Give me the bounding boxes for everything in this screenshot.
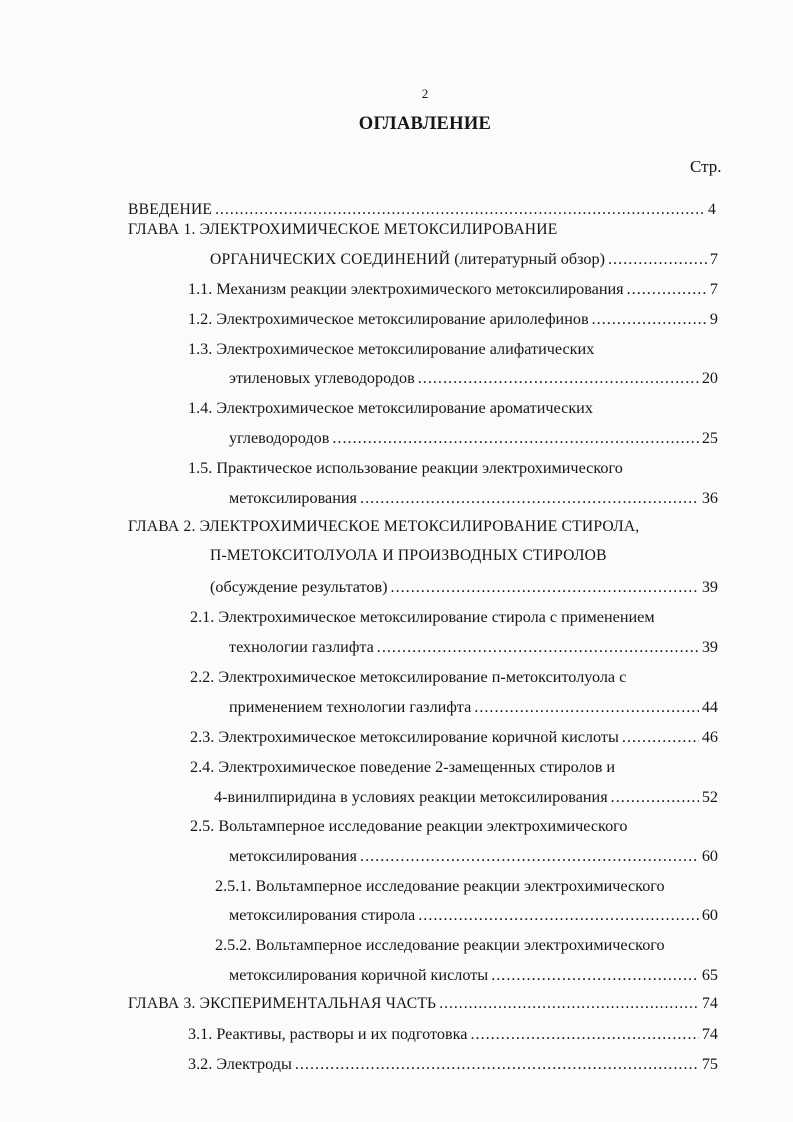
toc-entry-2-1-line-1: [190, 607, 655, 627]
toc-entry-text: этиленовых углеводородов: [229, 369, 415, 387]
toc-entry-3-1: [188, 1024, 718, 1044]
toc-leader-dots: [592, 309, 707, 329]
toc-leader-dots: [391, 577, 699, 597]
toc-entry-text: П-МЕТОКСИТОЛУОЛА И ПРОИЗВОДНЫХ СТИРОЛОВ: [210, 547, 607, 564]
toc-chapter-2-line-1: [128, 517, 639, 537]
toc-entry-text: 4-винилпиридина в условиях реакции метоксилирования: [214, 788, 608, 806]
toc-leader-dots: [622, 727, 699, 747]
toc-entry-2-4-line-1: [190, 757, 615, 777]
toc-entry-text: применением технологии газлифта: [229, 698, 472, 716]
toc-entry-page: 39: [701, 578, 718, 596]
toc-leader-dots: [418, 368, 699, 388]
toc-entry-text: 1.4. Электрохимическое метоксилирование ароматических: [188, 399, 593, 417]
toc-entry-introduction: [128, 200, 716, 220]
toc-entry-2-5-1-line-1: [215, 876, 665, 896]
toc-leader-dots: [360, 488, 699, 508]
toc-entry-page: 75: [701, 1055, 718, 1073]
page-title: ОГЛАВЛЕНИЕ: [358, 114, 492, 134]
toc-entry-2-5-1-line-2: [229, 905, 718, 925]
toc-entry-text: 2.5.2. Вольтамперное исследование реакции электрохимического: [215, 936, 665, 954]
toc-entry-2-3: [190, 727, 718, 747]
toc-entry-text: метоксилирования: [229, 847, 358, 865]
toc-entry-page: 7: [709, 250, 718, 268]
toc-entry-2-2-line-2: [229, 697, 718, 717]
toc-entry-text: 3.1. Реактивы, растворы и их подготовка: [188, 1025, 468, 1043]
toc-entry-text: 2.5. Вольтамперное исследование реакции электрохимического: [190, 817, 628, 835]
toc-leader-dots: [611, 787, 699, 807]
toc-entry-page: 9: [709, 310, 718, 328]
toc-entry-page: 52: [701, 788, 718, 806]
toc-entry-2-2-line-1: [190, 667, 626, 687]
toc-leader-dots: [295, 1054, 699, 1074]
toc-entry-2-5-line-1: [190, 816, 628, 836]
toc-entry-1-3-line-2: [229, 368, 718, 388]
toc-entry-page: 20: [701, 369, 718, 387]
toc-leader-dots: [470, 1024, 698, 1044]
toc-entry-text: 2.2. Электрохимическое метоксилирование п-метокситолуола с: [190, 668, 627, 686]
toc-entry-page: 60: [701, 906, 718, 924]
page-column-label: Стр.: [690, 157, 722, 176]
toc-leader-dots: [332, 428, 698, 448]
page-number: 2: [421, 86, 429, 101]
toc-entry-1-4-line-1: [188, 398, 593, 418]
toc-entry-text: 2.4. Электрохимическое поведение 2-замещенных стиролов и: [190, 758, 616, 776]
toc-chapter-2-line-3: [210, 577, 718, 597]
toc-entry-page: 65: [701, 966, 718, 984]
toc-entry-2-5-2-line-2: [229, 965, 718, 985]
toc-entry-2-5-2-line-1: [215, 935, 665, 955]
toc-entry-text: углеводородов: [229, 429, 330, 447]
toc-entry-page: 4: [708, 201, 716, 218]
toc-entry-text: метоксилирования коричной кислоты: [229, 966, 489, 984]
toc-leader-dots: [491, 965, 699, 985]
toc-entry-page: 60: [701, 847, 718, 865]
toc-leader-dots: [377, 637, 699, 657]
toc-entry-2-1-line-2: [229, 637, 718, 657]
toc-entry-1-4-line-2: [229, 428, 718, 448]
toc-entry-text: ВВЕДЕНИЕ: [128, 201, 213, 218]
toc-entry-text: технологии газлифта: [229, 638, 374, 656]
toc-entry-text: 1.3. Электрохимическое метоксилирование алифатических: [188, 340, 595, 358]
toc-entry-text: ОРГАНИЧЕСКИХ СОЕДИНЕНИЙ (литературный обзор): [210, 250, 605, 268]
toc-leader-dots: [418, 905, 699, 925]
toc-entry-text: метоксилирования стирола: [229, 906, 416, 924]
toc-entry-text: 2.1. Электрохимическое метоксилирование стирола с применением: [190, 608, 655, 626]
toc-entry-3-2: [188, 1054, 718, 1074]
toc-entry-1-1: [188, 279, 718, 299]
toc-entry-2-5-line-2: [229, 846, 718, 866]
toc-entry-text: 2.5.1. Вольтамперное исследование реакции электрохимического: [215, 877, 665, 895]
toc-entry-1-5-line-1: [188, 458, 623, 478]
toc-leader-dots: [360, 846, 699, 866]
toc-entry-1-5-line-2: [229, 488, 718, 508]
toc-entry-page: 74: [702, 995, 718, 1012]
toc-leader-dots: [439, 994, 699, 1014]
toc-entry-text: 2.3. Электрохимическое метоксилирование коричной кислоты: [190, 728, 619, 746]
toc-entry-text: 1.2. Электрохимическое метоксилирование арилолефинов: [188, 310, 589, 328]
toc-entry-page: 7: [709, 280, 718, 298]
toc-entry-page: 74: [701, 1025, 718, 1043]
toc-leader-dots: [608, 249, 707, 269]
toc-entry-text: 1.1. Механизм реакции электрохимического метоксилирования: [188, 280, 624, 298]
toc-entry-text: (обсуждение результатов): [210, 578, 388, 596]
toc-entry-page: 36: [701, 489, 718, 507]
toc-chapter-1-line-2: [210, 249, 718, 270]
toc-chapter-3: [128, 994, 718, 1014]
toc-leader-dots: [215, 200, 705, 220]
toc-entry-text: ГЛАВА 2. ЭЛЕКТРОХИМИЧЕСКОЕ МЕТОКСИЛИРОВАНИЕ СТИРОЛА,: [128, 518, 640, 535]
toc-entry-page: 25: [701, 429, 718, 447]
toc-chapter-2-line-2: [210, 546, 607, 566]
toc-entry-text: 1.5. Практическое использование реакции электрохимического: [188, 459, 623, 477]
toc-leader-dots: [627, 279, 707, 299]
toc-leader-dots: [474, 697, 699, 717]
toc-entry-page: 44: [701, 698, 718, 716]
toc-entry-page: 39: [701, 638, 718, 656]
toc-chapter-1-line-1: [128, 220, 557, 240]
toc-entry-text: 3.2. Электроды: [188, 1055, 292, 1073]
toc-entry-text: ГЛАВА 3. ЭКСПЕРИМЕНТАЛЬНАЯ ЧАСТЬ: [128, 995, 437, 1012]
toc-entry-1-3-line-1: [188, 339, 594, 359]
toc-entry-page: 46: [701, 728, 718, 746]
toc-entry-1-2: [188, 309, 718, 329]
toc-entry-text: метоксилирования: [229, 489, 358, 507]
toc-entry-2-4-line-2: [214, 787, 718, 807]
toc-entry-text: ГЛАВА 1. ЭЛЕКТРОХИМИЧЕСКОЕ МЕТОКСИЛИРОВАНИЕ: [128, 221, 558, 238]
